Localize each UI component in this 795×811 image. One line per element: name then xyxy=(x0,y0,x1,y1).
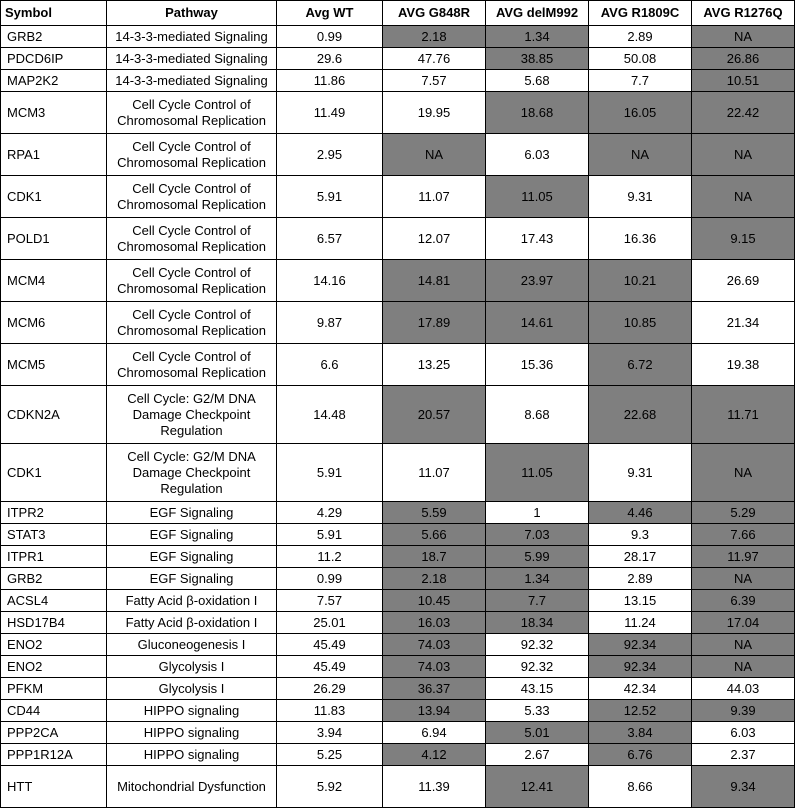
cell-avg-r1809c: 9.3 xyxy=(589,524,692,546)
cell-avg-r1276q: 6.39 xyxy=(692,590,795,612)
cell-symbol: CDKN2A xyxy=(1,386,107,444)
cell-avg-r1809c: NA xyxy=(589,134,692,176)
cell-avg-r1809c: 28.17 xyxy=(589,546,692,568)
cell-symbol: STAT3 xyxy=(1,524,107,546)
cell-avg-r1276q: 9.34 xyxy=(692,766,795,808)
cell-avg-wt: 25.01 xyxy=(277,612,383,634)
cell-pathway: 14-3-3-mediated Signaling xyxy=(107,70,277,92)
cell-avg-r1809c: 6.72 xyxy=(589,344,692,386)
cell-avg-r1276q: NA xyxy=(692,176,795,218)
cell-pathway: Cell Cycle Control of Chromosomal Replication xyxy=(107,134,277,176)
cell-avg-r1276q: 17.04 xyxy=(692,612,795,634)
cell-avg-delm992: 15.36 xyxy=(486,344,589,386)
cell-avg-g848r: 17.89 xyxy=(383,302,486,344)
cell-avg-r1276q: 6.03 xyxy=(692,722,795,744)
cell-symbol: CDK1 xyxy=(1,176,107,218)
cell-avg-r1809c: 10.85 xyxy=(589,302,692,344)
header-row xyxy=(1,1,795,26)
cell-symbol: GRB2 xyxy=(1,26,107,48)
cell-pathway: Cell Cycle Control of Chromosomal Replication xyxy=(107,260,277,302)
cell-avg-delm992: 1 xyxy=(486,502,589,524)
cell-pathway: Cell Cycle Control of Chromosomal Replication xyxy=(107,344,277,386)
table-row xyxy=(1,502,795,524)
cell-avg-delm992: 11.05 xyxy=(486,444,589,502)
cell-avg-wt: 7.57 xyxy=(277,590,383,612)
header-avg-delm992: AVG delM992 xyxy=(486,1,589,26)
cell-avg-delm992: 43.15 xyxy=(486,678,589,700)
cell-avg-delm992: 5.01 xyxy=(486,722,589,744)
cell-avg-delm992: 92.32 xyxy=(486,634,589,656)
cell-avg-delm992: 12.41 xyxy=(486,766,589,808)
cell-symbol: ITPR1 xyxy=(1,546,107,568)
cell-avg-wt: 29.6 xyxy=(277,48,383,70)
cell-avg-g848r: 2.18 xyxy=(383,26,486,48)
cell-symbol: MCM6 xyxy=(1,302,107,344)
cell-avg-g848r: 11.39 xyxy=(383,766,486,808)
cell-avg-wt: 6.57 xyxy=(277,218,383,260)
cell-avg-wt: 11.86 xyxy=(277,70,383,92)
table-row xyxy=(1,344,795,386)
cell-symbol: PPP2CA xyxy=(1,722,107,744)
cell-avg-r1809c: 2.89 xyxy=(589,26,692,48)
cell-pathway: 14-3-3-mediated Signaling xyxy=(107,26,277,48)
cell-avg-r1276q: NA xyxy=(692,656,795,678)
table-body xyxy=(1,26,795,808)
table-row xyxy=(1,176,795,218)
cell-avg-delm992: 7.7 xyxy=(486,590,589,612)
cell-symbol: ITPR2 xyxy=(1,502,107,524)
cell-avg-r1276q: 9.15 xyxy=(692,218,795,260)
cell-avg-g848r: 5.59 xyxy=(383,502,486,524)
cell-avg-delm992: 1.34 xyxy=(486,26,589,48)
table-row xyxy=(1,70,795,92)
cell-pathway: Gluconeogenesis I xyxy=(107,634,277,656)
cell-avg-wt: 2.95 xyxy=(277,134,383,176)
cell-symbol: ENO2 xyxy=(1,656,107,678)
cell-avg-r1276q: 26.86 xyxy=(692,48,795,70)
header-pathway: Pathway xyxy=(107,1,277,26)
cell-avg-wt: 4.29 xyxy=(277,502,383,524)
table-row xyxy=(1,444,795,502)
table-row xyxy=(1,524,795,546)
cell-avg-wt: 11.83 xyxy=(277,700,383,722)
cell-pathway: Fatty Acid β-oxidation I xyxy=(107,612,277,634)
cell-symbol: POLD1 xyxy=(1,218,107,260)
cell-pathway: Glycolysis I xyxy=(107,678,277,700)
cell-avg-r1276q: NA xyxy=(692,444,795,502)
cell-avg-r1809c: 7.7 xyxy=(589,70,692,92)
cell-avg-delm992: 2.67 xyxy=(486,744,589,766)
table-row xyxy=(1,302,795,344)
cell-avg-wt: 5.91 xyxy=(277,444,383,502)
cell-avg-wt: 5.91 xyxy=(277,524,383,546)
cell-pathway: HIPPO signaling xyxy=(107,722,277,744)
cell-avg-wt: 5.25 xyxy=(277,744,383,766)
cell-pathway: Fatty Acid β-oxidation I xyxy=(107,590,277,612)
cell-avg-wt: 14.16 xyxy=(277,260,383,302)
cell-avg-r1809c: 4.46 xyxy=(589,502,692,524)
cell-avg-g848r: 11.07 xyxy=(383,444,486,502)
header-avg-r1809c: AVG R1809C xyxy=(589,1,692,26)
cell-avg-g848r: 10.45 xyxy=(383,590,486,612)
cell-avg-wt: 0.99 xyxy=(277,568,383,590)
cell-avg-wt: 6.6 xyxy=(277,344,383,386)
cell-symbol: CDK1 xyxy=(1,444,107,502)
cell-avg-delm992: 6.03 xyxy=(486,134,589,176)
cell-symbol: ACSL4 xyxy=(1,590,107,612)
cell-pathway: HIPPO signaling xyxy=(107,744,277,766)
cell-symbol: PFKM xyxy=(1,678,107,700)
table-row xyxy=(1,700,795,722)
cell-avg-wt: 45.49 xyxy=(277,634,383,656)
cell-pathway: Cell Cycle Control of Chromosomal Replication xyxy=(107,302,277,344)
cell-avg-g848r: 5.66 xyxy=(383,524,486,546)
cell-symbol: ENO2 xyxy=(1,634,107,656)
cell-symbol: GRB2 xyxy=(1,568,107,590)
table-row xyxy=(1,546,795,568)
cell-avg-delm992: 17.43 xyxy=(486,218,589,260)
cell-symbol: HSD17B4 xyxy=(1,612,107,634)
cell-pathway: Cell Cycle Control of Chromosomal Replication xyxy=(107,92,277,134)
cell-avg-wt: 26.29 xyxy=(277,678,383,700)
cell-pathway: Cell Cycle: G2/M DNA Damage Checkpoint Regulation xyxy=(107,444,277,502)
cell-avg-g848r: 2.18 xyxy=(383,568,486,590)
cell-avg-r1276q: 2.37 xyxy=(692,744,795,766)
cell-avg-g848r: 13.94 xyxy=(383,700,486,722)
cell-symbol: PPP1R12A xyxy=(1,744,107,766)
cell-avg-delm992: 11.05 xyxy=(486,176,589,218)
cell-avg-wt: 14.48 xyxy=(277,386,383,444)
cell-avg-wt: 0.99 xyxy=(277,26,383,48)
cell-avg-delm992: 5.99 xyxy=(486,546,589,568)
cell-pathway: EGF Signaling xyxy=(107,546,277,568)
cell-avg-wt: 9.87 xyxy=(277,302,383,344)
cell-avg-wt: 5.91 xyxy=(277,176,383,218)
cell-avg-g848r: 36.37 xyxy=(383,678,486,700)
cell-avg-r1809c: 9.31 xyxy=(589,444,692,502)
cell-avg-r1276q: 9.39 xyxy=(692,700,795,722)
cell-avg-g848r: 11.07 xyxy=(383,176,486,218)
cell-symbol: MCM4 xyxy=(1,260,107,302)
cell-avg-r1809c: 12.52 xyxy=(589,700,692,722)
cell-avg-wt: 11.2 xyxy=(277,546,383,568)
cell-avg-r1276q: NA xyxy=(692,634,795,656)
cell-symbol: MAP2K2 xyxy=(1,70,107,92)
table-row xyxy=(1,26,795,48)
cell-avg-wt: 11.49 xyxy=(277,92,383,134)
cell-avg-r1809c: 11.24 xyxy=(589,612,692,634)
cell-avg-r1809c: 92.34 xyxy=(589,656,692,678)
cell-avg-delm992: 23.97 xyxy=(486,260,589,302)
cell-pathway: Mitochondrial Dysfunction xyxy=(107,766,277,808)
cell-avg-delm992: 1.34 xyxy=(486,568,589,590)
table-row xyxy=(1,612,795,634)
table-row xyxy=(1,656,795,678)
cell-avg-r1276q: 11.71 xyxy=(692,386,795,444)
cell-avg-r1809c: 6.76 xyxy=(589,744,692,766)
cell-avg-delm992: 8.68 xyxy=(486,386,589,444)
cell-symbol: RPA1 xyxy=(1,134,107,176)
cell-pathway: 14-3-3-mediated Signaling xyxy=(107,48,277,70)
cell-avg-delm992: 18.68 xyxy=(486,92,589,134)
cell-avg-wt: 5.92 xyxy=(277,766,383,808)
table-row xyxy=(1,386,795,444)
cell-avg-delm992: 7.03 xyxy=(486,524,589,546)
table-row xyxy=(1,92,795,134)
cell-avg-r1276q: 44.03 xyxy=(692,678,795,700)
cell-avg-g848r: 12.07 xyxy=(383,218,486,260)
cell-avg-g848r: 18.7 xyxy=(383,546,486,568)
cell-pathway: Cell Cycle Control of Chromosomal Replication xyxy=(107,176,277,218)
cell-avg-r1276q: 7.66 xyxy=(692,524,795,546)
cell-avg-g848r: 4.12 xyxy=(383,744,486,766)
cell-avg-r1276q: 21.34 xyxy=(692,302,795,344)
cell-pathway: EGF Signaling xyxy=(107,524,277,546)
header-avg-g848r: AVG G848R xyxy=(383,1,486,26)
cell-pathway: HIPPO signaling xyxy=(107,700,277,722)
cell-pathway: EGF Signaling xyxy=(107,502,277,524)
cell-avg-r1809c: 50.08 xyxy=(589,48,692,70)
cell-avg-r1809c: 9.31 xyxy=(589,176,692,218)
table-row xyxy=(1,634,795,656)
table-row xyxy=(1,722,795,744)
cell-avg-g848r: 14.81 xyxy=(383,260,486,302)
cell-avg-delm992: 18.34 xyxy=(486,612,589,634)
table-row xyxy=(1,568,795,590)
cell-avg-r1809c: 3.84 xyxy=(589,722,692,744)
table-row xyxy=(1,590,795,612)
cell-avg-r1276q: 11.97 xyxy=(692,546,795,568)
cell-avg-g848r: 47.76 xyxy=(383,48,486,70)
table-row xyxy=(1,134,795,176)
cell-avg-r1809c: 42.34 xyxy=(589,678,692,700)
cell-avg-delm992: 5.68 xyxy=(486,70,589,92)
cell-avg-delm992: 5.33 xyxy=(486,700,589,722)
cell-avg-r1809c: 13.15 xyxy=(589,590,692,612)
table-row xyxy=(1,744,795,766)
cell-avg-g848r: 6.94 xyxy=(383,722,486,744)
cell-avg-r1809c: 16.05 xyxy=(589,92,692,134)
cell-avg-r1276q: 5.29 xyxy=(692,502,795,524)
header-avg-r1276q: AVG R1276Q xyxy=(692,1,795,26)
cell-avg-g848r: 7.57 xyxy=(383,70,486,92)
cell-avg-g848r: 20.57 xyxy=(383,386,486,444)
cell-avg-r1809c: 92.34 xyxy=(589,634,692,656)
cell-avg-r1276q: 10.51 xyxy=(692,70,795,92)
cell-avg-wt: 3.94 xyxy=(277,722,383,744)
cell-avg-g848r: NA xyxy=(383,134,486,176)
cell-avg-r1809c: 8.66 xyxy=(589,766,692,808)
cell-avg-delm992: 14.61 xyxy=(486,302,589,344)
cell-avg-delm992: 92.32 xyxy=(486,656,589,678)
header-symbol: Symbol xyxy=(1,1,107,26)
cell-avg-r1276q: NA xyxy=(692,26,795,48)
cell-avg-r1276q: 22.42 xyxy=(692,92,795,134)
cell-avg-r1809c: 22.68 xyxy=(589,386,692,444)
cell-pathway: Cell Cycle: G2/M DNA Damage Checkpoint Regulation xyxy=(107,386,277,444)
cell-avg-g848r: 74.03 xyxy=(383,634,486,656)
table-row xyxy=(1,48,795,70)
table-row xyxy=(1,678,795,700)
table-row xyxy=(1,260,795,302)
cell-avg-r1809c: 16.36 xyxy=(589,218,692,260)
table-row xyxy=(1,766,795,808)
cell-pathway: Glycolysis I xyxy=(107,656,277,678)
cell-avg-r1276q: NA xyxy=(692,568,795,590)
cell-symbol: PDCD6IP xyxy=(1,48,107,70)
cell-avg-r1809c: 2.89 xyxy=(589,568,692,590)
cell-symbol: MCM3 xyxy=(1,92,107,134)
cell-avg-r1276q: NA xyxy=(692,134,795,176)
cell-symbol: CD44 xyxy=(1,700,107,722)
header-avg-wt: Avg WT xyxy=(277,1,383,26)
cell-avg-r1276q: 26.69 xyxy=(692,260,795,302)
cell-avg-g848r: 19.95 xyxy=(383,92,486,134)
cell-avg-wt: 45.49 xyxy=(277,656,383,678)
cell-symbol: MCM5 xyxy=(1,344,107,386)
cell-avg-g848r: 74.03 xyxy=(383,656,486,678)
cell-avg-r1809c: 10.21 xyxy=(589,260,692,302)
cell-avg-g848r: 16.03 xyxy=(383,612,486,634)
cell-pathway: Cell Cycle Control of Chromosomal Replication xyxy=(107,218,277,260)
cell-pathway: EGF Signaling xyxy=(107,568,277,590)
cell-symbol: HTT xyxy=(1,766,107,808)
cell-avg-delm992: 38.85 xyxy=(486,48,589,70)
table-row xyxy=(1,218,795,260)
cell-avg-r1276q: 19.38 xyxy=(692,344,795,386)
cell-avg-g848r: 13.25 xyxy=(383,344,486,386)
